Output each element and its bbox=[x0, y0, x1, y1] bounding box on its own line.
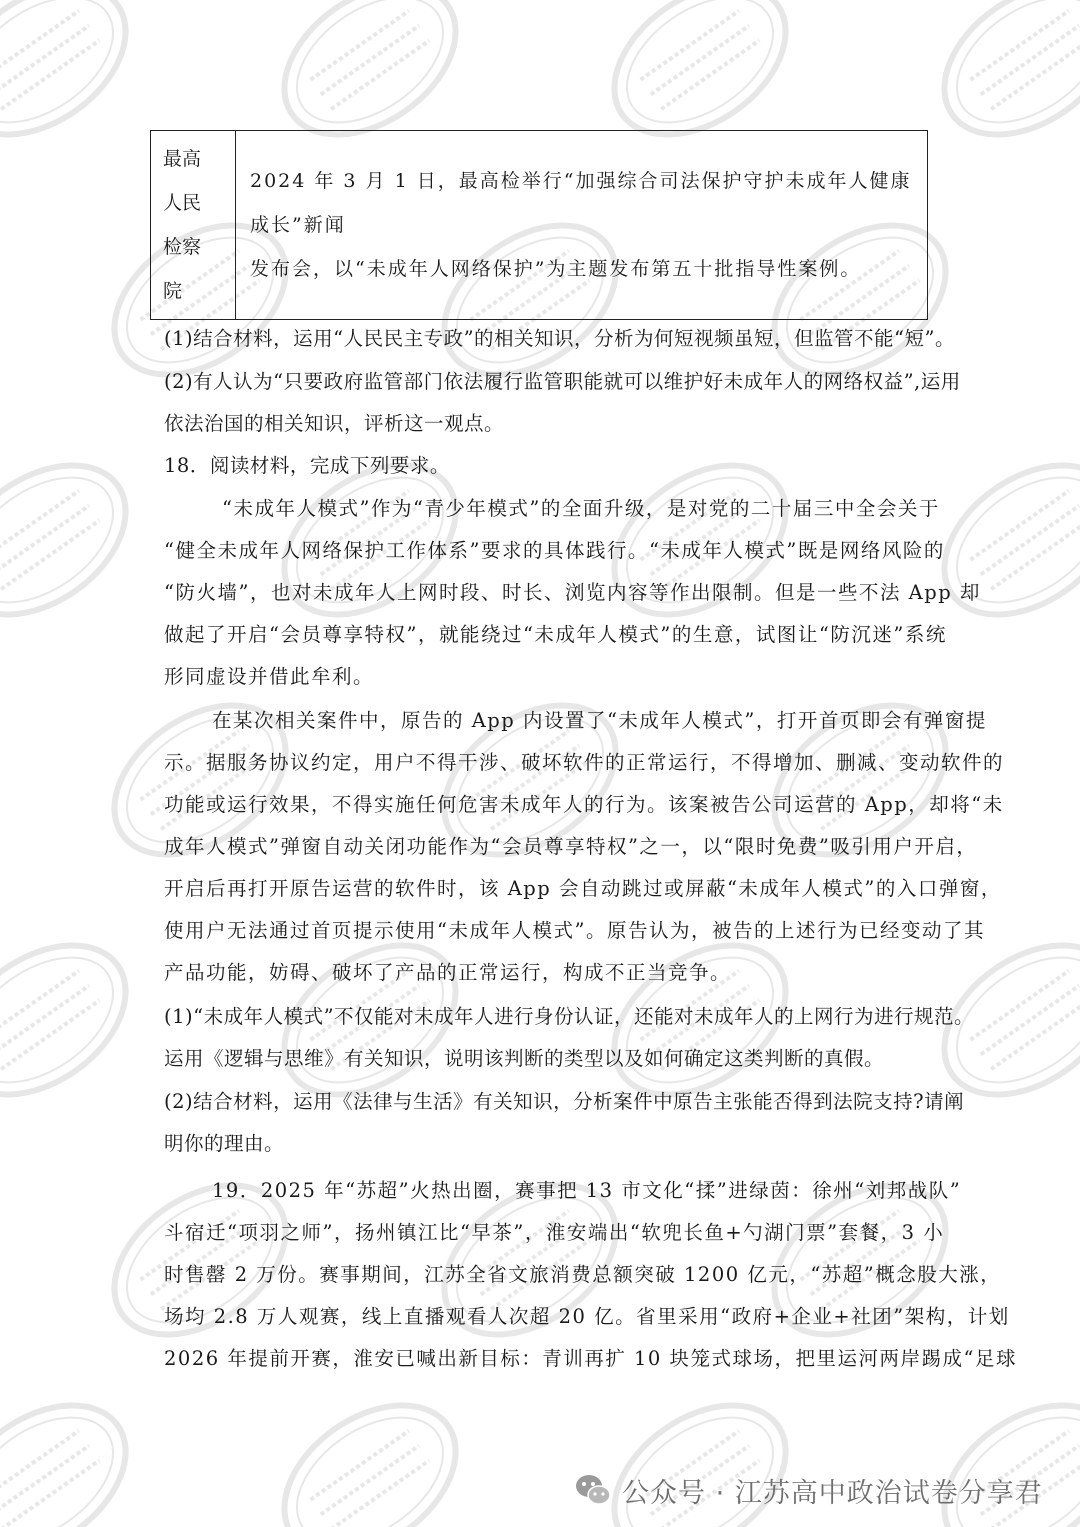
case-row bbox=[151, 131, 928, 320]
footer-text: 公众号 · 江苏高中政治试卷分享君 bbox=[622, 1477, 1043, 1509]
q18-sub2-line: (2)结合材料，运用《法律与生活》有关知识，分析案件中原告主张能否得到法院支持?请阐 bbox=[164, 1090, 965, 1113]
case-description-line: 发布会，以“未成年人网络保护”为主题发布第五十批指导性案例。 bbox=[250, 258, 862, 280]
q19-line: 时售罄 2 万份。赛事期间，江苏全省文旅消费总额突破 1200 亿元，“苏超”概念股大涨， bbox=[164, 1263, 1002, 1286]
q18-para1-line: 形同虚设并借此牟利。 bbox=[164, 665, 375, 688]
q18-para2-line: 功能或运行效果，不得实施任何危害未成年人的行为。该案被告公司运营的 App，却将“未 bbox=[164, 793, 1004, 816]
q17-sub2-line: (2)有人认为“只要政府监管部门依法履行监管职能就可以维护好未成年人的网络权益”,运用 bbox=[164, 370, 961, 393]
org-line: 最高 bbox=[163, 148, 202, 170]
q19-line: 斗宿迁“项羽之师”，扬州镇江比“早茶”，淮安端出“软兜长鱼+勺湖门票”套餐，3 小 bbox=[164, 1221, 945, 1244]
footer-watermark bbox=[572, 1462, 1043, 1518]
q18-para2-line: 成年人模式”弹窗自动关闭功能作为“会员尊享特权”之一，以“限时免费”吸引用户开启， bbox=[164, 835, 978, 858]
wechat-icon bbox=[572, 1469, 614, 1511]
q18-sub1-line: (1)“未成年人模式”不仅能对未成年人进行身份认证，还能对未成年人的上网行为进行规范。 bbox=[164, 1005, 975, 1028]
q18-para2-line: 开启后再打开原告运营的软件时，该 App 会自动跳过或屏蔽“未成年人模式”的入口弹窗， bbox=[164, 877, 1002, 900]
q18-para1-line: “防火墙”，也对未成年人上网时段、时长、浏览内容等作出限制。但是一些不法 App 却 bbox=[164, 581, 981, 604]
q18-para1-line: 做起了开启“会员尊享特权”，就能绕过“未成年人模式”的生意，试图让“防沉迷”系统 bbox=[164, 623, 947, 646]
q18-para2-line: 在某次相关案件中，原告的 App 内设置了“未成年人模式”，打开首页即会有弹窗提 bbox=[212, 709, 987, 732]
case-table bbox=[150, 130, 928, 320]
q18-para2-line: 示。据服务协议约定，用户不得干涉、破坏软件的正常运行，不得增加、删减、变动软件的 bbox=[164, 751, 1005, 774]
q19-line: 2026 年提前开赛，淮安已喊出新目标：青训再扩 10 块笼式球场，把里运河两岸踢成“足球 bbox=[164, 1347, 1018, 1370]
org-line: 检察 bbox=[163, 236, 202, 258]
q18-para1-line: “未成年人模式”作为“青少年模式”的全面升级，是对党的二十届三中全会关于 bbox=[222, 497, 940, 520]
org-line: 人民 bbox=[163, 192, 202, 214]
q19-line: 场均 2.8 万人观赛，线上直播观看人次超 20 亿。省里采用“政府+企业+社团”架构，计划 bbox=[164, 1305, 1010, 1328]
q18-para2-line: 产品功能，妨碍、破坏了产品的正常运行，构成不正当竞争。 bbox=[164, 961, 732, 984]
org-cell bbox=[151, 131, 236, 320]
q18-para2-line: 使用户无法通过首页提示使用“未成年人模式”。原告认为，被告的上述行为已经变动了其 bbox=[164, 919, 985, 942]
q18-sub2-line: 明你的理由。 bbox=[164, 1132, 285, 1155]
q18-sub1-line: 运用《逻辑与思维》有关知识，说明该判断的类型以及如何确定这类判断的真假。 bbox=[164, 1047, 885, 1070]
q17-sub1: (1)结合材料，运用“人民民主专政”的相关知识，分析为何短视频虽短，但监管不能“短”。 bbox=[164, 327, 955, 350]
case-description-cell bbox=[236, 131, 928, 320]
case-description-line: 2024 年 3 月 1 日，最高检举行“加强综合司法保护守护未成年人健康成长”新闻 bbox=[250, 170, 912, 236]
org-line: 院 bbox=[163, 280, 183, 302]
q17-sub2-line: 依法治国的相关知识，评析这一观点。 bbox=[164, 412, 505, 435]
q18-heading: 18．阅读材料，完成下列要求。 bbox=[164, 454, 450, 477]
q19-line: 19．2025 年“苏超”火热出圈，赛事把 13 市文化“揉”进绿茵：徐州“刘邦战队” bbox=[212, 1179, 962, 1202]
q18-para1-line: “健全未成年人网络保护工作体系”要求的具体践行。“未成年人模式”既是网络风险的 bbox=[164, 539, 945, 562]
